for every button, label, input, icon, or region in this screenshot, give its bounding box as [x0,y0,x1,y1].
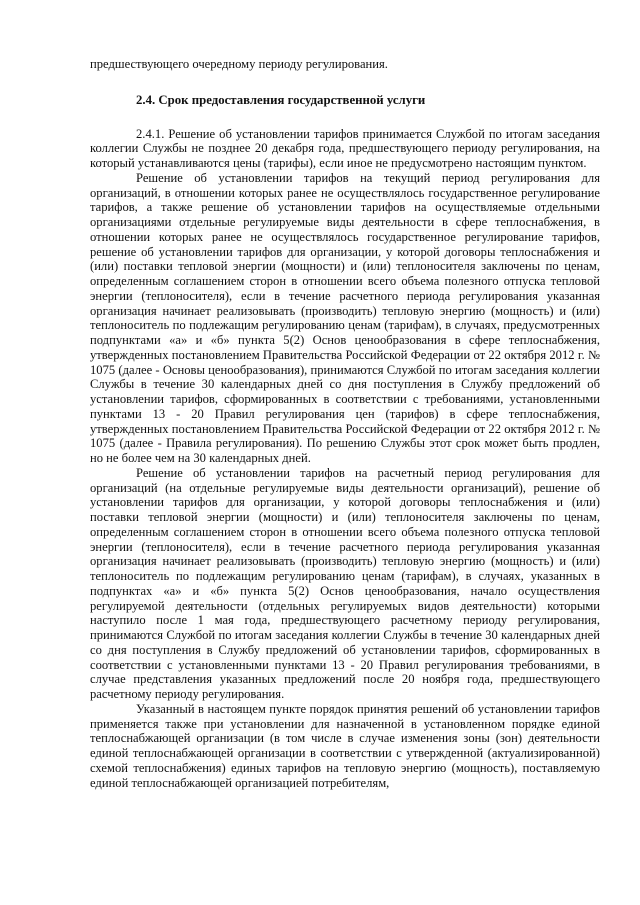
paragraph-single-heat-supplier: Указанный в настоящем пункте порядок принятия решений об установлении тарифов применяется также при установлении для назначенной в установленном порядке единой теплоснабжающей организации (в том числе в случае изменения зоны (зон) деятельности единой теплоснабжающей организации в соответствии с утвержденной (актуализированной) схемой теплоснабжения) единых тарифов на тепловую энергию (мощность), поставляемую единой теплоснабжающей организацией потребителям, [90,701,600,790]
lead-line: предшествующего очередному периоду регулирования. [90,57,388,71]
section-heading: 2.4. Срок предоставления государственной услуги [136,92,426,107]
paragraph-current-period: Решение об установлении тарифов на текущий период регулирования для организаций, в отношении которых ранее не осуществлялось государственное регулирование тарифов, а также решение об установлении тарифов на осуществляемые отдельными организациями отдельные регулируемые виды деятельности в сфере теплоснабжения, в отношении которых ранее не осуществлялось государственное регулирование тарифов, решение об установлении тарифов для организации, у которой договоры теплоснабжения и (или) поставки тепловой энергии (мощности) и (или) теплоносителя заключены по ценам, определенным соглашением сторон в отношении всего объема полезного отпуска тепловой энергии (теплоносителя), если в течение расчетного периода регулирования указанная организация начинает реализовывать (производить) тепловую энергию (мощность) и (или) теплоноситель по подлежащим регулированию ценам (тарифам), в случаях, предусмотренных подпунктами «а» и «б» пункта 5(2) Основ ценообразования в сфере теплоснабжения, утвержденных постановлением Правительства Российской Федерации от 22 октября 2012 г. № 1075 (далее - Основы ценообразования), принимаются Службой по итогам заседания коллегии Службы в течение 30 календарных дней со дня поступления в Службу предложений об установлении тарифов, сформированных в соответствии с требованиями, установленными пунктами 13 - 20 Правил регулирования цен (тарифов) в сфере теплоснабжения, утвержденных постановлением Правительства Российской Федерации от 22 октября 2012 г. № 1075 (далее - Правила регулирования). По решению Службы этот срок может быть продлен, но не более чем на 30 календарных дней. [90,170,600,465]
paragraph-settlement-period: Решение об установлении тарифов на расчетный период регулирования для организаций (на отдельные регулируемые виды деятельности организаций), решение об установлении тарифов для организации, у которой договоры теплоснабжения и (или) поставки тепловой энергии (мощности) и (или) теплоносителя заключены по ценам, определенным соглашением сторон в отношении всего объема полезного отпуска тепловой энергии (теплоносителя), если в течение расчетного периода регулирования указанная организация начинает реализовывать (производить) тепловую энергию (мощность) и (или) теплоноситель по подлежащим регулированию ценам (тарифам), в случаях, указанных в подпунктах «а» и «б» пункта 5(2) Основ ценообразования, начало осуществления регулируемой деятельности (отдельных регулируемых видов деятельности) которыми наступило после 1 мая года, предшествующего расчетному периоду регулирования, принимаются Службой по итогам заседания коллегии Службы в течение 30 календарных дней со дня поступления в Службу предложений об установлении тарифов, сформированных в соответствии с установленными пунктами 13 - 20 Правил регулирования требованиями, в случае представления указанных предложений после 20 ноября года, предшествующего расчетному периоду регулирования. [90,465,600,701]
paragraph-2-4-1: 2.4.1. Решение об установлении тарифов принимается Службой по итогам заседания коллегии Службы не позднее 20 декабря года, предшествующего периоду регулирования, на который устанавливаются цены (тарифы), если иное не предусмотрено настоящим пунктом. [90,126,600,170]
